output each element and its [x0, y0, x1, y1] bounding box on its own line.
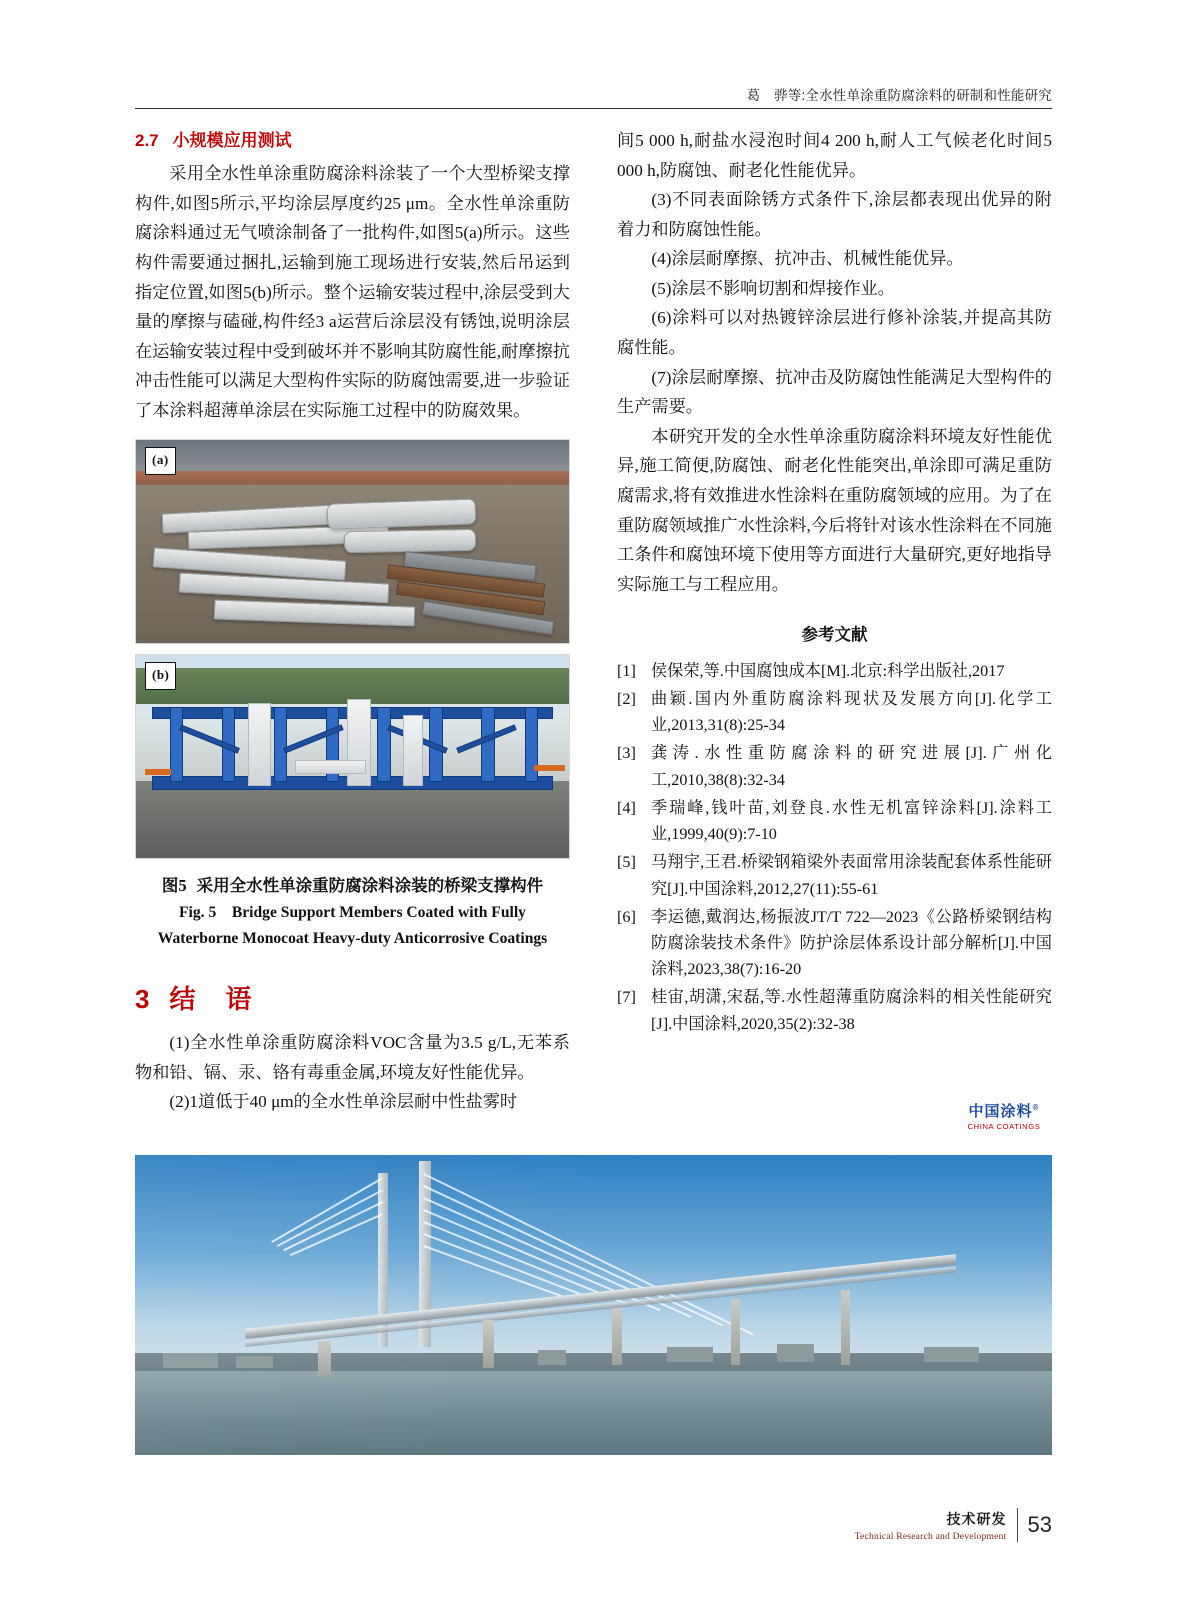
conclusion-title: 结 语 — [169, 984, 254, 1015]
reference-index: [6] — [617, 907, 636, 926]
china-coatings-logo — [956, 1100, 1052, 1131]
conclusion-number: 3 — [135, 984, 152, 1015]
bridge-pier — [612, 1308, 622, 1365]
reference-text: 李运德,戴润达,杨振波JT/T 722—2023《公路桥梁钢结构防腐涂装技术条件》防护涂层体系设计部分解析[J].中国涂料,2023,38(7):16-20 — [651, 907, 1052, 979]
banner-water — [135, 1371, 1052, 1455]
section-heading-2-7 — [135, 126, 570, 155]
reference-index: [7] — [617, 988, 636, 1007]
right-column — [617, 126, 1052, 1039]
reference-item — [617, 658, 1052, 684]
references-heading: 参考文献 — [801, 626, 868, 645]
bridge-pier — [841, 1290, 850, 1365]
page-footer — [855, 1508, 1052, 1542]
shore-building — [163, 1353, 218, 1368]
figure-caption-text: 采用全水性单涂重防腐涂料涂装的桥梁支撑构件 — [196, 876, 544, 896]
reference-index: [3] — [617, 744, 636, 763]
reference-index: [4] — [617, 798, 636, 817]
conclusion-item-4: (4)涂层耐摩擦、抗冲击、机械性能优异。 — [651, 249, 964, 269]
photo-b-treeline — [136, 668, 569, 705]
bridge-pier — [731, 1299, 740, 1365]
logo-en-text: CHINA COATINGS — [967, 1122, 1041, 1131]
section-title: 小规模应用测试 — [172, 131, 292, 150]
bridge-pier — [318, 1341, 331, 1377]
reference-text: 桂宙,胡潇,宋磊,等.水性超薄重防腐涂料的相关性能研究[J].中国涂料,2020,35(2):32-38 — [651, 988, 1052, 1033]
conclusion-item-3: (3)不同表面除锈方式条件下,涂层都表现出优异的附着力和防腐蚀性能。 — [617, 190, 1052, 239]
reference-item — [617, 984, 1052, 1036]
closing-paragraph: 本研究开发的全水性单涂重防腐涂料环境友好性能优异,施工简便,防腐蚀、耐老化性能突出,单涂即可满足重防腐需求,将有效推进水性涂料在重防腐领域的应用。为了在重防腐领域推广水性涂料,今后将针对该水性涂料在不同施工条件和腐蚀环境下使用等方面进行大量研究,更好地指导实际施工与工程应用。 — [617, 426, 1052, 594]
reference-index: [5] — [617, 853, 636, 872]
conclusion-item-5: (5)涂层不影响切割和焊接作业。 — [651, 278, 895, 298]
figure-caption-en-line2: Waterborne Monocoat Heavy-duty Anticorrosive Coatings — [157, 930, 548, 948]
reference-item — [617, 740, 1052, 792]
shore-building — [777, 1344, 814, 1362]
conclusion-item-2: (2)1道低于40 μm的全水性单涂层耐中性盐雾时 — [169, 1092, 518, 1112]
truss-post — [171, 708, 182, 781]
reference-index: [1] — [617, 661, 636, 680]
conclusion-item-1: (1)全水性单涂重防腐涂料VOC含量为3.5 g/L,无苯系物和铅、镉、汞、铬有毒重金属,环境友好性能优异。 — [135, 1033, 570, 1082]
coated-member-installed — [404, 716, 421, 785]
reference-text: 曲颖.国内外重防腐涂料现状及发展方向[J].化学工业,2013,31(8):25-34 — [651, 689, 1052, 735]
footer-divider — [1017, 1508, 1018, 1542]
registered-mark-icon: ® — [1032, 1103, 1040, 1112]
left-column — [135, 126, 570, 1117]
conclusion-item-6: (6)涂料可以对热镀锌涂层进行修补涂装,并提高其防腐性能。 — [617, 308, 1052, 358]
shore-building — [236, 1356, 273, 1368]
panel-b-label: (b) — [145, 662, 176, 689]
footer-section-en: Technical Research and Development — [854, 1530, 1007, 1542]
section-number: 2.7 — [135, 131, 159, 150]
figure-5 — [135, 439, 570, 951]
figure-5-caption — [135, 873, 570, 951]
paragraph-application-test: 采用全水性单涂重防腐涂料涂装了一个大型桥梁支撑构件,如图5所示,平均涂层厚度约25 μm。全水性单涂重防腐涂料通过无气喷涂制备了一批构件,如图5(a)所示。这些构件需要通过捆扎,运输到施工现场进行安装,然后吊运到指定位置,如图5(b)所示。整个运输安装过程中,涂层受到大量的摩擦与磕碰,构件经3 a运营后涂层没有锈蚀,说明涂层在运输安装过程中受到破坏并不影响其防腐性能,耐摩擦抗冲击性能可以满足大型构件实际的防腐蚀需要,进一步验证了本涂料超薄单涂层在实际施工过程中的防腐效果。 — [135, 164, 570, 420]
coated-member-installed — [296, 761, 365, 773]
coated-member-installed — [249, 704, 271, 785]
reference-item — [617, 795, 1052, 847]
figure-5b-photo — [135, 654, 570, 859]
shore-building — [667, 1347, 713, 1362]
truss-post — [378, 708, 389, 781]
coated-tube — [344, 529, 476, 554]
orange-marker — [534, 765, 564, 771]
reference-text: 季瑞峰,钱叶苗,刘登良.水性无机富锌涂料[J].涂料工业,1999,40(9):7-10 — [651, 798, 1052, 844]
section-heading-3 — [135, 977, 570, 1022]
figure-caption-label: 图5 — [161, 876, 187, 896]
figure-caption-cn — [135, 873, 570, 899]
reference-text: 侯保荣,等.中国腐蚀成本[M].北京:科学出版社,2017 — [651, 661, 1005, 680]
figure-caption-en-line1: Fig. 5 Bridge Support Members Coated with Fully — [179, 904, 526, 921]
orange-marker — [145, 769, 171, 775]
conclusion-item-2-continued: 间5 000 h,耐盐水浸泡时间4 200 h,耐人工气候老化时间5 000 h,防腐蚀、耐老化性能优异。 — [617, 131, 1052, 180]
bridge-banner-photo — [135, 1155, 1052, 1455]
panel-a-label: (a) — [145, 447, 176, 474]
truss-post — [275, 708, 286, 781]
reference-text: 马翔宇,王君.桥梁钢箱梁外表面常用涂装配套体系性能研究[J].中国涂料,2012,27(11):55-61 — [651, 853, 1052, 898]
bridge-pier — [483, 1320, 494, 1368]
photo-b-ground — [136, 781, 569, 858]
reference-index: [2] — [617, 689, 636, 708]
reference-item — [617, 686, 1052, 738]
reference-item — [617, 904, 1052, 983]
running-head: 葛 骅等:全水性单涂重防腐涂料的研制和性能研究 — [746, 88, 1052, 103]
page-number: 53 — [1027, 1512, 1052, 1537]
shore-building — [538, 1350, 566, 1365]
footer-section-cn: 技术研发 — [946, 1510, 1007, 1527]
truss-post — [482, 708, 493, 781]
footer-section — [855, 1509, 1007, 1542]
header-divider — [135, 108, 1052, 109]
shore-building — [924, 1347, 979, 1362]
logo-cn-text: 中国涂料® — [968, 1103, 1040, 1120]
figure-5a-photo — [135, 439, 570, 644]
reference-text: 龚涛.水性重防腐涂料的研究进展[J].广州化工,2010,38(8):32-34 — [651, 744, 1052, 789]
reference-item — [617, 849, 1052, 901]
conclusion-item-7: (7)涂层耐摩擦、抗冲击及防腐蚀性能满足大型构件的生产需要。 — [617, 367, 1052, 417]
